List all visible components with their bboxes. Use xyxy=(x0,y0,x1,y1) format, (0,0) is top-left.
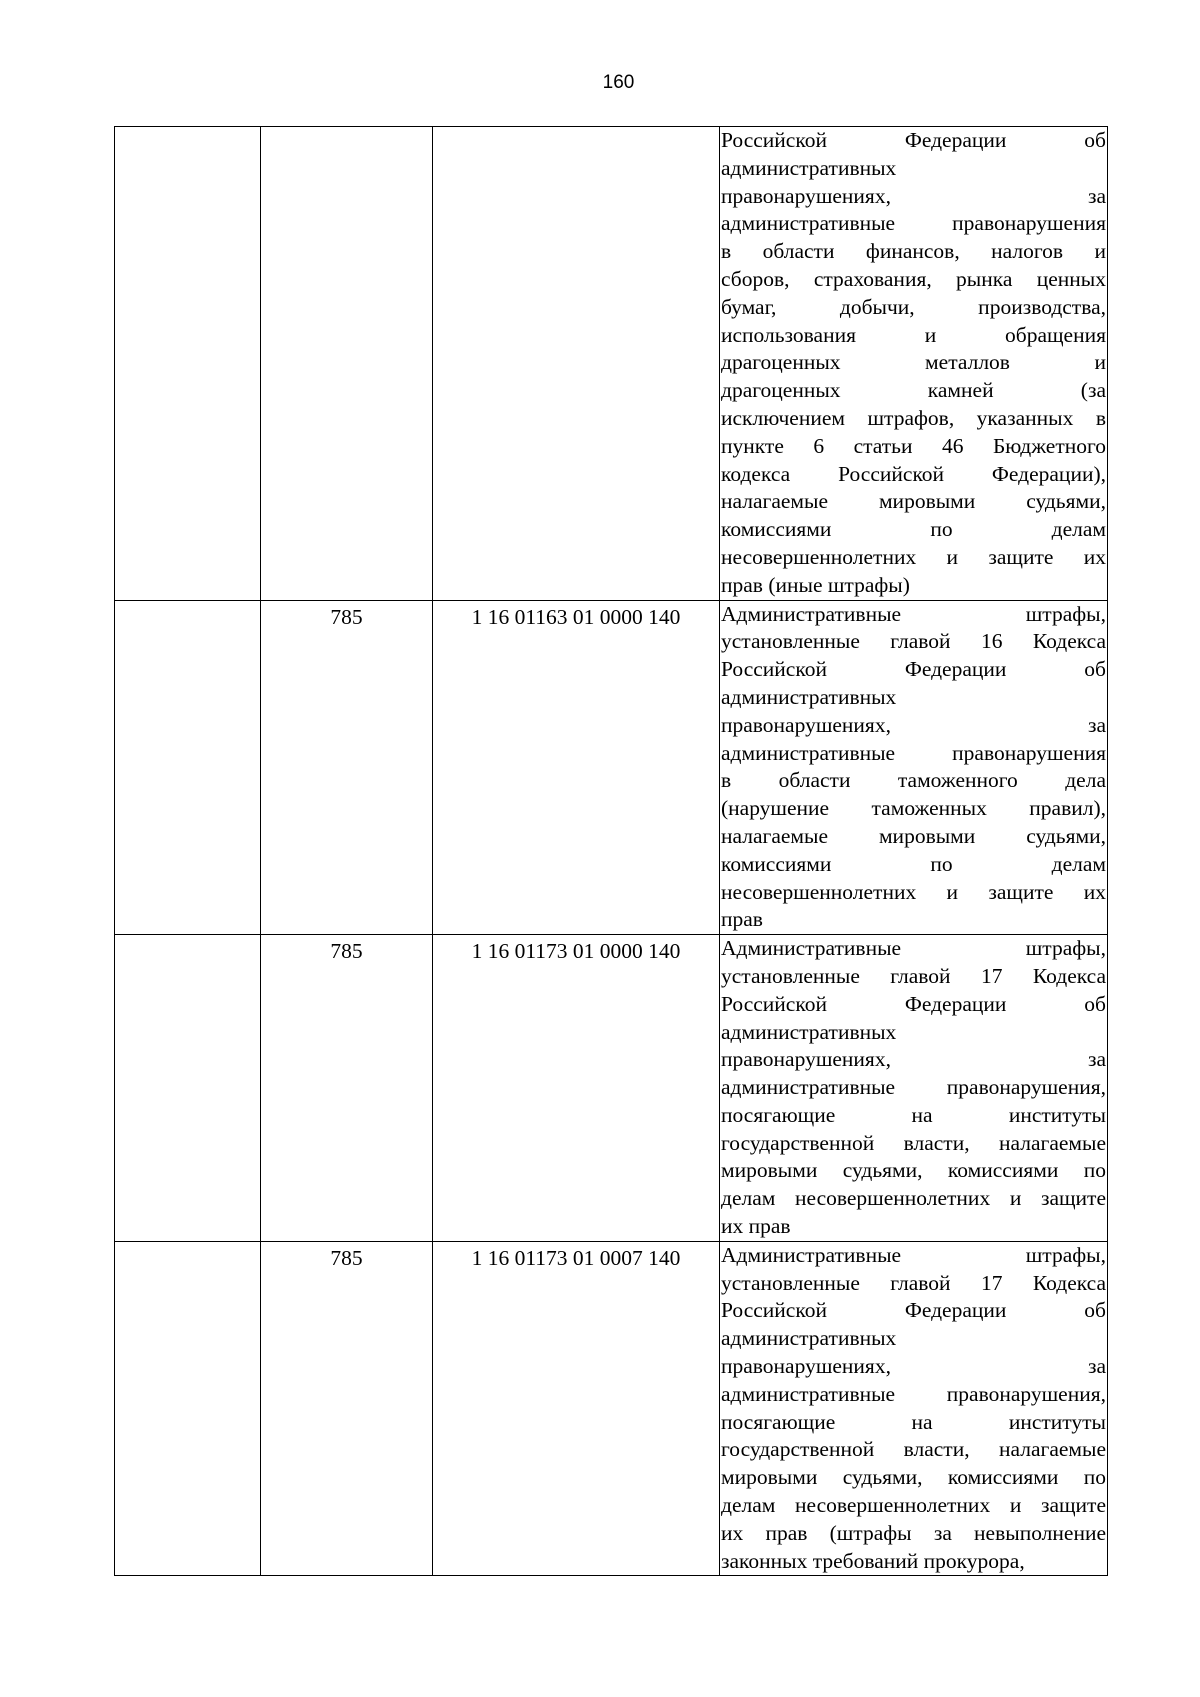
description-line: Административные штрафы, xyxy=(721,601,1106,626)
description-line: Административные штрафы, xyxy=(721,1242,1106,1267)
description-line: законных требований прокурора, xyxy=(721,1548,1025,1573)
description-line: установленные главой 17 Кодекса xyxy=(721,1270,1106,1295)
table-row xyxy=(115,600,1108,935)
description-cell xyxy=(720,1241,1108,1576)
description-line: установленные главой 16 Кодекса xyxy=(721,629,1106,654)
description-line: правонарушениях, за xyxy=(721,712,1106,737)
description-line: налагаемые мировыми судьями, xyxy=(721,489,1106,514)
admin-code-cell: 785 xyxy=(261,1241,433,1576)
description-line: установленные главой 17 Кодекса xyxy=(721,963,1106,988)
description-line: использования и обращения xyxy=(721,322,1106,347)
table-row xyxy=(115,935,1108,1242)
description-line: административных xyxy=(721,1326,897,1351)
description-cell xyxy=(720,600,1108,935)
description-line: государственной власти, налагаемые xyxy=(721,1130,1106,1155)
description-line: административных xyxy=(721,684,897,709)
description-line: делам несовершеннолетних и защите xyxy=(721,1493,1106,1518)
description-line: исключением штрафов, указанных в xyxy=(721,405,1106,430)
description-line: налагаемые мировыми судьями, xyxy=(721,823,1106,848)
description-line: посягающие на институты xyxy=(721,1102,1106,1127)
description-line: мировыми судьями, комиссиями по xyxy=(721,1158,1106,1183)
admin-code-cell xyxy=(261,127,433,601)
description-line: в области финансов, налогов и xyxy=(721,239,1106,264)
description-line: драгоценных металлов и xyxy=(721,350,1106,375)
description-line: Российской Федерации об xyxy=(721,1298,1106,1323)
description-line: комиссиями по делам xyxy=(721,517,1106,542)
empty-cell xyxy=(115,1241,261,1576)
description-line: бумаг, добычи, производства, xyxy=(721,294,1106,319)
description-line: делам несовершеннолетних и защите xyxy=(721,1186,1106,1211)
kbk-code-cell xyxy=(433,127,720,601)
admin-code-cell: 785 xyxy=(261,600,433,935)
description-line: административные правонарушения, xyxy=(721,1075,1106,1100)
page-number: 160 xyxy=(602,72,635,93)
table-row xyxy=(115,1241,1108,1576)
description-line: правонарушениях, за xyxy=(721,183,1106,208)
description-line: прав xyxy=(721,907,763,932)
description-line: административные правонарушения xyxy=(721,211,1106,236)
admin-code-cell: 785 xyxy=(261,935,433,1242)
description-line: сборов, страхования, рынка ценных xyxy=(721,266,1106,291)
kbk-code-cell: 1 16 01173 01 0007 140 xyxy=(433,1241,720,1576)
description-line: Российской Федерации об xyxy=(721,991,1106,1016)
description-line: кодекса Российской Федерации), xyxy=(721,461,1106,486)
description-line: комиссиями по делам xyxy=(721,851,1106,876)
description-line: (нарушение таможенных правил), xyxy=(721,796,1106,821)
empty-cell xyxy=(115,935,261,1242)
description-cell xyxy=(720,935,1108,1242)
description-line: мировыми судьями, комиссиями по xyxy=(721,1465,1106,1490)
description-cell xyxy=(720,127,1108,601)
description-line: государственной власти, налагаемые xyxy=(721,1437,1106,1462)
description-line: драгоценных камней (за xyxy=(721,378,1106,403)
description-line: несовершеннолетних и защите их xyxy=(721,879,1106,904)
table-row xyxy=(115,127,1108,601)
description-line: Российской Федерации об xyxy=(721,657,1106,682)
description-line: прав (иные штрафы) xyxy=(721,572,910,597)
empty-cell xyxy=(115,127,261,601)
description-line: правонарушениях, за xyxy=(721,1047,1106,1072)
description-line: Российской Федерации об xyxy=(721,128,1106,152)
description-line: административных xyxy=(721,1019,897,1044)
description-line: административные правонарушения, xyxy=(721,1381,1106,1406)
description-line: в области таможенного дела xyxy=(721,768,1106,793)
kbk-code-cell: 1 16 01173 01 0000 140 xyxy=(433,935,720,1242)
description-line: правонарушениях, за xyxy=(721,1354,1106,1379)
description-line: Административные штрафы, xyxy=(721,936,1106,961)
description-line: пункте 6 статьи 46 Бюджетного xyxy=(721,433,1106,458)
kbk-code-cell: 1 16 01163 01 0000 140 xyxy=(433,600,720,935)
description-line: посягающие на институты xyxy=(721,1409,1106,1434)
description-line: их прав (штрафы за невыполнение xyxy=(721,1520,1106,1545)
description-line: административных xyxy=(721,155,897,180)
empty-cell xyxy=(115,600,261,935)
description-line: административные правонарушения xyxy=(721,740,1106,765)
description-line: несовершеннолетних и защите их xyxy=(721,544,1106,569)
description-line: их прав xyxy=(721,1214,791,1239)
budget-codes-table xyxy=(114,126,1108,1576)
